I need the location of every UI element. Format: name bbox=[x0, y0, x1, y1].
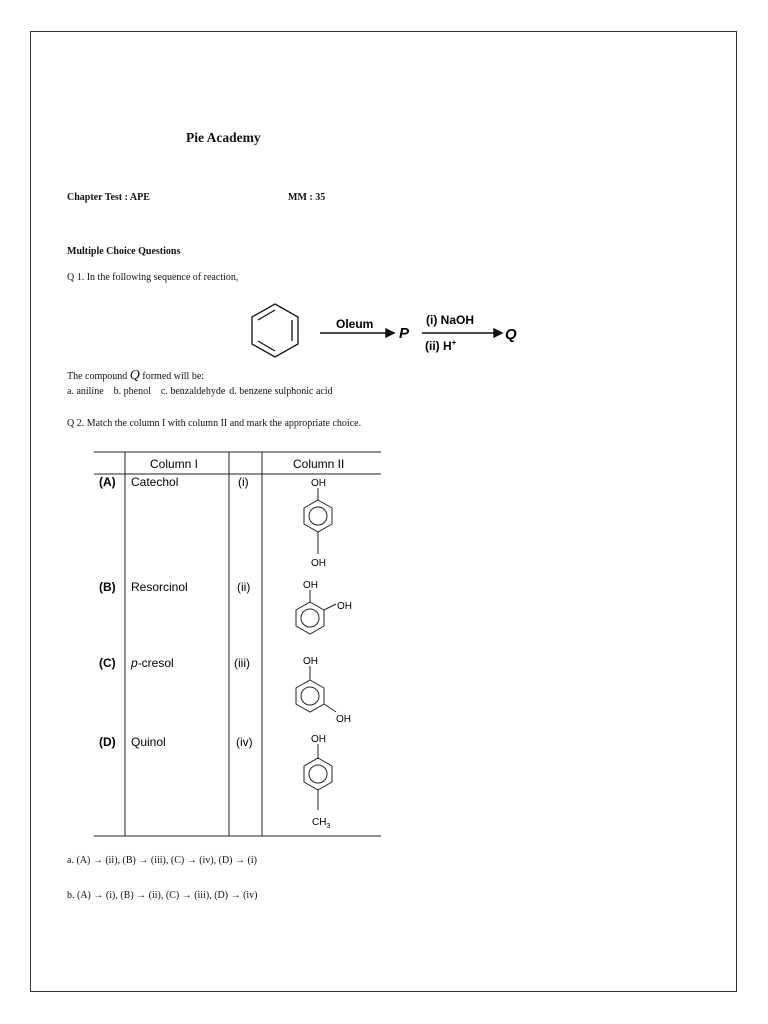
row-roman: (iii) bbox=[234, 656, 250, 670]
question-1-text: Q 1. In the following sequence of reaction, bbox=[67, 272, 239, 283]
row-letter: (B) bbox=[99, 580, 116, 594]
reagent-acid: (ii) H+ bbox=[425, 338, 457, 353]
option-a: a. aniline bbox=[67, 386, 104, 397]
oh-label: OH bbox=[311, 734, 326, 745]
q2-option-a: a. (A) → (ii), (B) → (iii), (C) → (iv), (D) → (i) bbox=[67, 855, 257, 866]
oh-label: OH bbox=[311, 558, 326, 569]
option-c: c. benzaldehyde bbox=[160, 386, 226, 397]
oh-label: OH bbox=[337, 601, 352, 612]
row-letter: (C) bbox=[99, 656, 116, 670]
max-marks: MM : 35 bbox=[288, 192, 326, 203]
q2-option-b: b. (A) → (i), (B) → (ii), (C) → (iii), (D) → (iv) bbox=[67, 890, 258, 901]
ch3-label: $CH_3$ bbox=[312, 817, 331, 830]
option-d: d. benzene sulphonic acid bbox=[229, 386, 333, 397]
row-compound: Resorcinol bbox=[131, 580, 188, 594]
page-title: Pie Academy bbox=[186, 130, 261, 145]
reagent-naoh: (i) NaOH bbox=[426, 313, 474, 327]
row-roman: (i) bbox=[238, 475, 249, 489]
row-compound: Quinol bbox=[131, 735, 166, 749]
oh-label: OH bbox=[311, 478, 326, 489]
oh-label: OH bbox=[336, 714, 351, 725]
column-ii-header: Column II bbox=[293, 457, 345, 471]
oh-label: OH bbox=[303, 580, 318, 591]
question-1-prompt: The compound Q formed will be: bbox=[67, 368, 205, 383]
row-roman: (iv) bbox=[236, 735, 253, 749]
reagent-oleum: Oleum bbox=[336, 317, 374, 331]
row-roman: (ii) bbox=[237, 580, 251, 594]
chapter-label: Chapter Test : APE bbox=[67, 192, 150, 203]
question-2-text: Q 2. Match the column I with column II and mark the appropriate choice. bbox=[67, 418, 362, 429]
product-p: P bbox=[399, 325, 410, 342]
row-compound: Catechol bbox=[131, 475, 179, 489]
q-variable: Q bbox=[129, 368, 140, 383]
section-heading: Multiple Choice Questions bbox=[67, 246, 181, 257]
row-compound: p-cresol bbox=[131, 656, 174, 670]
product-q: Q bbox=[505, 326, 517, 343]
question-1-options bbox=[67, 386, 333, 397]
row-letter: (D) bbox=[99, 735, 116, 749]
column-i-header: Column I bbox=[150, 457, 199, 471]
option-b: b. phenol bbox=[113, 386, 151, 397]
oh-label: OH bbox=[303, 656, 318, 667]
row-letter: (A) bbox=[99, 475, 116, 489]
page-border bbox=[30, 31, 737, 992]
